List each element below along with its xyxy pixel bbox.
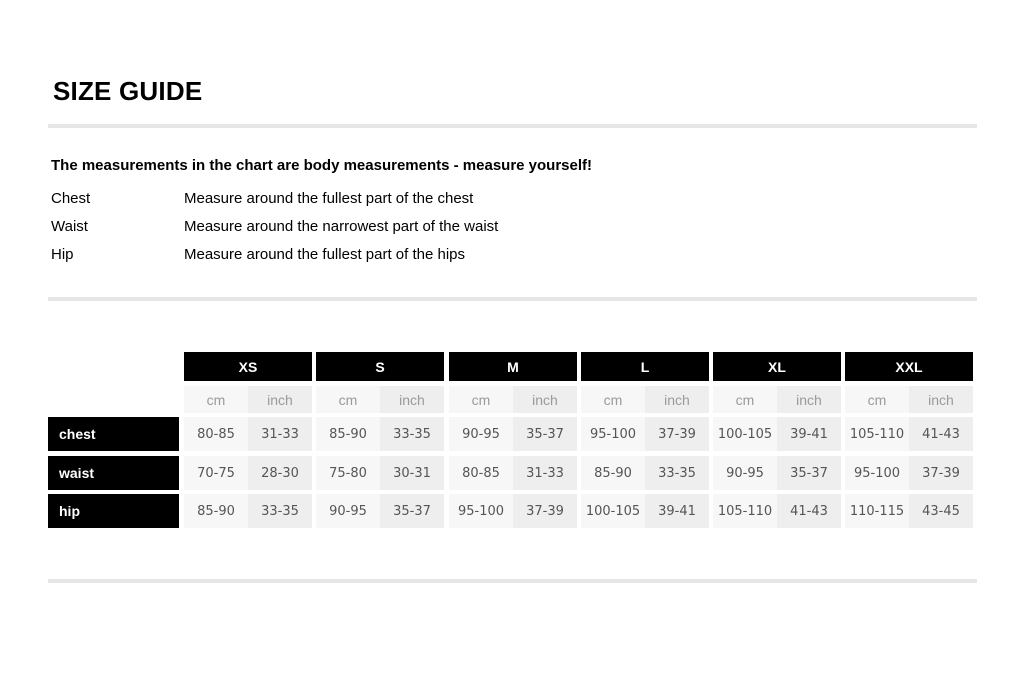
unit-label-inch: inch xyxy=(909,386,973,413)
table-cell: 28-30 xyxy=(248,456,312,490)
table-cell: 35-37 xyxy=(380,494,444,528)
size-header-m: M xyxy=(449,352,577,381)
table-cell: 80-85 xyxy=(184,417,248,451)
size-header-xxl: XXL xyxy=(845,352,973,381)
measurement-desc: Measure around the narrowest part of the waist xyxy=(184,218,499,235)
unit-label-cm: cm xyxy=(581,386,645,413)
unit-label-cm: cm xyxy=(845,386,909,413)
table-cell: 43-45 xyxy=(909,494,973,528)
table-cell: 90-95 xyxy=(316,494,380,528)
table-cell: 33-35 xyxy=(380,417,444,451)
table-cell: 90-95 xyxy=(713,456,777,490)
table-cell: 75-80 xyxy=(316,456,380,490)
table-cell: 41-43 xyxy=(909,417,973,451)
table-cell: 39-41 xyxy=(777,417,841,451)
size-header-xl: XL xyxy=(713,352,841,381)
size-header-xs: XS xyxy=(184,352,312,381)
table-cell: 31-33 xyxy=(513,456,577,490)
unit-label-inch: inch xyxy=(645,386,709,413)
measurement-term: Waist xyxy=(51,218,88,235)
table-cell: 95-100 xyxy=(845,456,909,490)
row-label-hip: hip xyxy=(48,494,179,528)
divider-top xyxy=(48,124,977,128)
size-header-s: S xyxy=(316,352,444,381)
measurement-desc: Measure around the fullest part of the hips xyxy=(184,246,466,263)
table-cell: 37-39 xyxy=(513,494,577,528)
table-cell: 95-100 xyxy=(449,494,513,528)
unit-label-inch: inch xyxy=(513,386,577,413)
table-cell: 33-35 xyxy=(248,494,312,528)
table-cell: 37-39 xyxy=(645,417,709,451)
table-cell: 95-100 xyxy=(581,417,645,451)
table-cell: 100-105 xyxy=(713,417,777,451)
page-title: SIZE GUIDE xyxy=(53,76,203,106)
table-cell: 33-35 xyxy=(645,456,709,490)
table-cell: 90-95 xyxy=(449,417,513,451)
unit-label-cm: cm xyxy=(449,386,513,413)
unit-label-inch: inch xyxy=(380,386,444,413)
table-cell: 39-41 xyxy=(645,494,709,528)
table-cell: 80-85 xyxy=(449,456,513,490)
table-cell: 35-37 xyxy=(777,456,841,490)
table-cell: 105-110 xyxy=(713,494,777,528)
table-cell: 85-90 xyxy=(184,494,248,528)
divider-middle xyxy=(48,297,977,301)
table-cell: 105-110 xyxy=(845,417,909,451)
table-cell: 30-31 xyxy=(380,456,444,490)
unit-label-inch: inch xyxy=(248,386,312,413)
measurement-term: Chest xyxy=(51,190,91,207)
table-cell: 37-39 xyxy=(909,456,973,490)
row-label-waist: waist xyxy=(48,456,179,490)
measurement-desc: Measure around the fullest part of the chest xyxy=(184,190,474,207)
table-cell: 85-90 xyxy=(316,417,380,451)
table-cell: 31-33 xyxy=(248,417,312,451)
intro-text: The measurements in the chart are body measurements - measure yourself! xyxy=(51,157,593,174)
table-cell: 85-90 xyxy=(581,456,645,490)
table-cell: 35-37 xyxy=(513,417,577,451)
unit-label-cm: cm xyxy=(713,386,777,413)
measurement-term: Hip xyxy=(51,246,74,263)
unit-label-cm: cm xyxy=(316,386,380,413)
table-cell: 70-75 xyxy=(184,456,248,490)
unit-label-cm: cm xyxy=(184,386,248,413)
unit-label-inch: inch xyxy=(777,386,841,413)
table-cell: 41-43 xyxy=(777,494,841,528)
table-cell: 110-115 xyxy=(845,494,909,528)
row-label-chest: chest xyxy=(48,417,179,451)
size-header-l: L xyxy=(581,352,709,381)
divider-bottom xyxy=(48,579,977,583)
table-cell: 100-105 xyxy=(581,494,645,528)
